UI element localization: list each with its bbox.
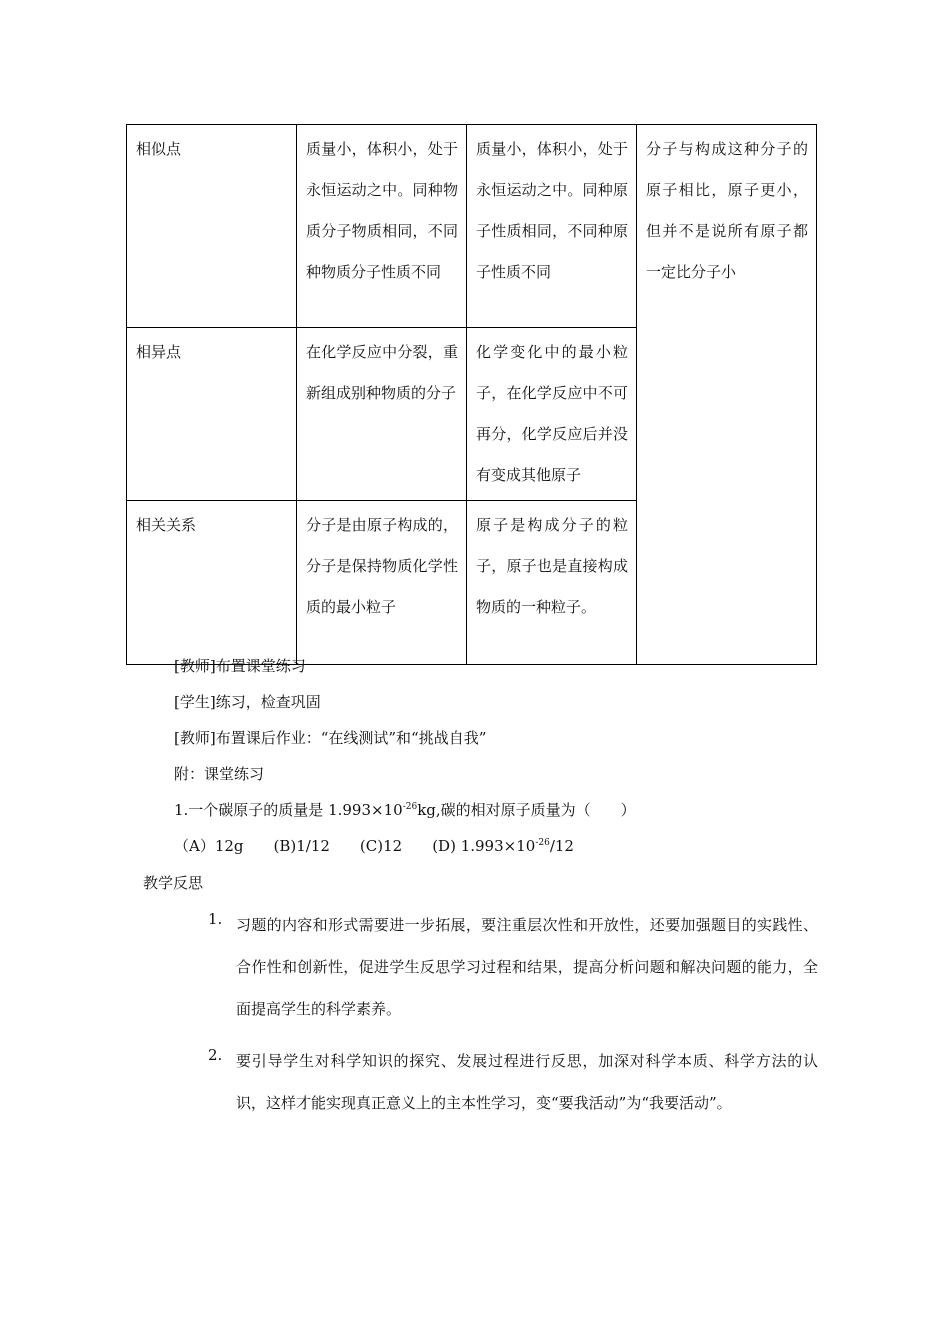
molecule-relation-cell: 分子是由原子构成的，分子是保持物质化学性质的最小粒子 — [297, 501, 467, 665]
row-label-difference: 相异点 — [127, 328, 297, 501]
teacher-assign-practice: [教师]布置课堂练习 — [174, 657, 306, 675]
atom-relation-cell: 原子是构成分子的粒子，原子也是直接构成物质的一种粒子。 — [467, 501, 637, 665]
atom-difference-cell: 化学变化中的最小粒子，在化学反应中不可再分，化学反应后并没有变成其他原子 — [467, 328, 637, 501]
comparison-table — [126, 124, 817, 665]
teacher-assign-homework: [教师]布置课后作业：“在线测试”和“挑战自我” — [174, 729, 487, 747]
question-1-suffix: kg,碳的相对原子质量为（ ） — [417, 801, 636, 819]
reflection-heading: 教学反思 — [143, 874, 204, 892]
reflection-item-number: 2. — [208, 1046, 223, 1064]
question-1-exponent: -26 — [402, 802, 418, 812]
row-label-relation: 相关关系 — [127, 501, 297, 665]
molecule-similarity-cell: 质量小，体积小，处于永恒运动之中。同种物质分子物质相同，不同种物质分子性质不同 — [297, 125, 467, 328]
student-practice: [学生]练习，检查巩固 — [174, 693, 321, 711]
question-1 — [174, 799, 636, 820]
molecule-difference-cell: 在化学反应中分裂，重新组成别种物质的分子 — [297, 328, 467, 501]
options-prefix: （A）12g (B)1/12 (C)12 (D) 1.993×10 — [174, 837, 536, 855]
table-row — [127, 125, 817, 328]
atom-similarity-cell: 质量小，体积小，处于永恒运动之中。同种原子性质相同，不同种原子性质不同 — [467, 125, 637, 328]
size-note-cell: 分子与构成这种分子的原子相比，原子更小，但并不是说所有原子都一定比分子小 — [637, 125, 817, 665]
options-exponent: -26 — [535, 838, 550, 848]
appendix-heading: 附：课堂练习 — [174, 765, 265, 783]
reflection-item-text: 要引导学生对科学知识的探究、发展过程进行反思，加深对科学本质、科学方法的认识，这样才能实现真正意义上的主本性学习，变“要我活动”为“我要活动”。 — [236, 1052, 818, 1112]
row-label-similarity: 相似点 — [127, 125, 297, 328]
options-suffix: /12 — [549, 837, 574, 855]
reflection-item-text: 习题的内容和形式需要进一步拓展，要注重层次性和开放性，还要加强题目的实践性、合作性和创新性，促进学生反思学习过程和结果，提高分析问题和解决问题的能力，全面提高学生的科学素养。 — [236, 916, 818, 1018]
question-1-options — [174, 835, 574, 856]
reflection-item-number: 1. — [208, 910, 223, 928]
question-1-prefix: 1.一个碳原子的质量是 1.993×10 — [174, 801, 403, 819]
